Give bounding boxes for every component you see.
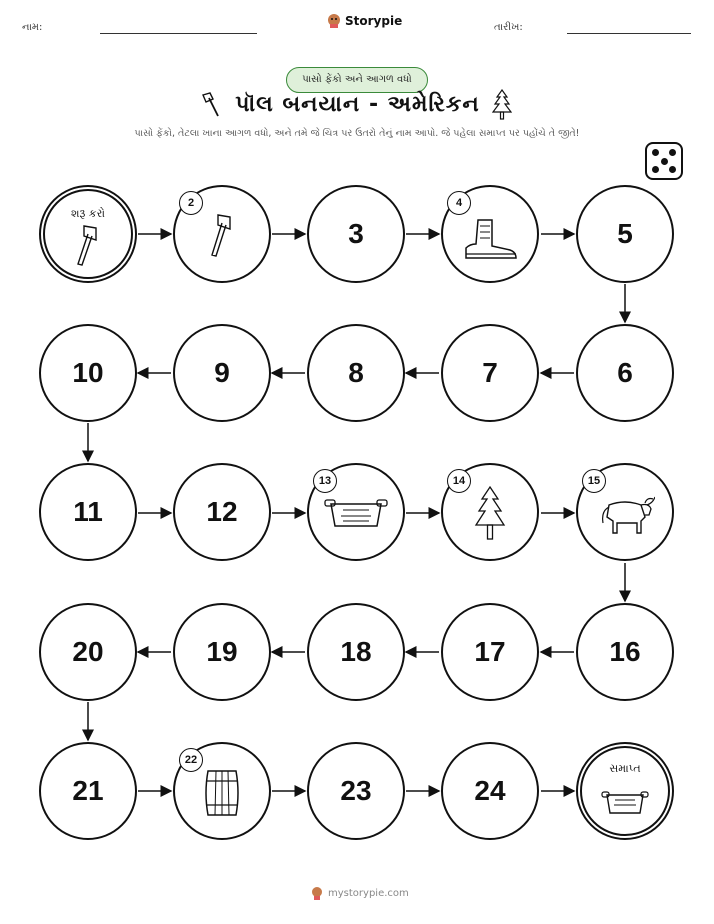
board-space-21[interactable] <box>39 742 137 840</box>
mascot-icon <box>311 886 323 900</box>
space-number: 18 <box>340 636 372 667</box>
space-number: 10 <box>72 357 104 388</box>
board-space-14[interactable] <box>441 463 539 561</box>
board-space-4[interactable] <box>441 185 539 283</box>
space-number: 19 <box>206 636 238 667</box>
baking-dish-icon <box>601 787 649 819</box>
board-space-2[interactable] <box>173 185 271 283</box>
board-space-23[interactable] <box>307 742 405 840</box>
baking-dish-icon <box>323 494 389 534</box>
board-space-5[interactable] <box>576 185 674 283</box>
brand-name: Storypie <box>345 14 403 28</box>
space-number-badge: 2 <box>179 191 203 215</box>
space-number-badge: 4 <box>447 191 471 215</box>
board-space-12[interactable] <box>173 463 271 561</box>
space-number: 23 <box>340 775 372 806</box>
space-number: 7 <box>482 357 498 388</box>
space-number: 3 <box>348 218 364 249</box>
space-number-badge: 14 <box>447 469 471 493</box>
start-space[interactable] <box>39 185 137 283</box>
footer-url[interactable]: mystorypie.com <box>328 887 409 899</box>
board-space-15[interactable] <box>576 463 674 561</box>
board-space-18[interactable] <box>307 603 405 701</box>
instructions: પાસો ફેંકો, તેટલા ખાના આગળ વધો, અને તમે જે ચિત્ર પર ઉતરો તેનું નામ આપો. જે પહેલા સમાપ્ત પર પહોંચે તે જીતે! <box>134 128 580 139</box>
space-number: 5 <box>617 218 633 249</box>
board-space-10[interactable] <box>39 324 137 422</box>
board-space-22[interactable] <box>173 742 271 840</box>
finish-space[interactable] <box>576 742 674 840</box>
space-number: 24 <box>474 775 506 806</box>
start-label: શરૂ કરો <box>70 207 106 220</box>
board-space-3[interactable] <box>307 185 405 283</box>
space-number: 8 <box>348 357 364 388</box>
space-number: 17 <box>474 636 506 667</box>
board-space-13[interactable] <box>307 463 405 561</box>
space-number: 6 <box>617 357 633 388</box>
boot-icon <box>460 216 520 262</box>
game-type-badge: પાસો ફેંકો અને આગળ વધો <box>286 67 428 93</box>
finish-label: સમાપ્ત <box>609 762 641 775</box>
board-space-7[interactable] <box>441 324 539 422</box>
board-space-11[interactable] <box>39 463 137 561</box>
pine-tree-icon <box>472 485 508 547</box>
space-number: 16 <box>609 636 641 667</box>
board-space-9[interactable] <box>173 324 271 422</box>
board-space-8[interactable] <box>307 324 405 422</box>
space-number: 9 <box>214 357 230 388</box>
board-space-17[interactable] <box>441 603 539 701</box>
space-number: 21 <box>72 775 104 806</box>
space-number-badge: 22 <box>179 748 203 772</box>
footer <box>311 886 409 900</box>
board-space-6[interactable] <box>576 324 674 422</box>
space-number: 12 <box>206 496 238 527</box>
page-title: પૉલ બનયાન - અમેરિકન <box>235 92 480 117</box>
axe-icon <box>66 222 110 268</box>
board-space-24[interactable] <box>441 742 539 840</box>
barrel-icon <box>202 767 242 819</box>
space-number: 20 <box>72 636 104 667</box>
space-number-badge: 15 <box>582 469 606 493</box>
name-label: નામ: <box>22 22 43 33</box>
board-space-16[interactable] <box>576 603 674 701</box>
axe-icon <box>200 209 244 259</box>
board-space-19[interactable] <box>173 603 271 701</box>
space-number: 11 <box>73 496 103 527</box>
space-number-badge: 13 <box>313 469 337 493</box>
board-space-20[interactable] <box>39 603 137 701</box>
ox-icon <box>595 493 655 537</box>
date-label: તારીખ: <box>494 22 523 33</box>
